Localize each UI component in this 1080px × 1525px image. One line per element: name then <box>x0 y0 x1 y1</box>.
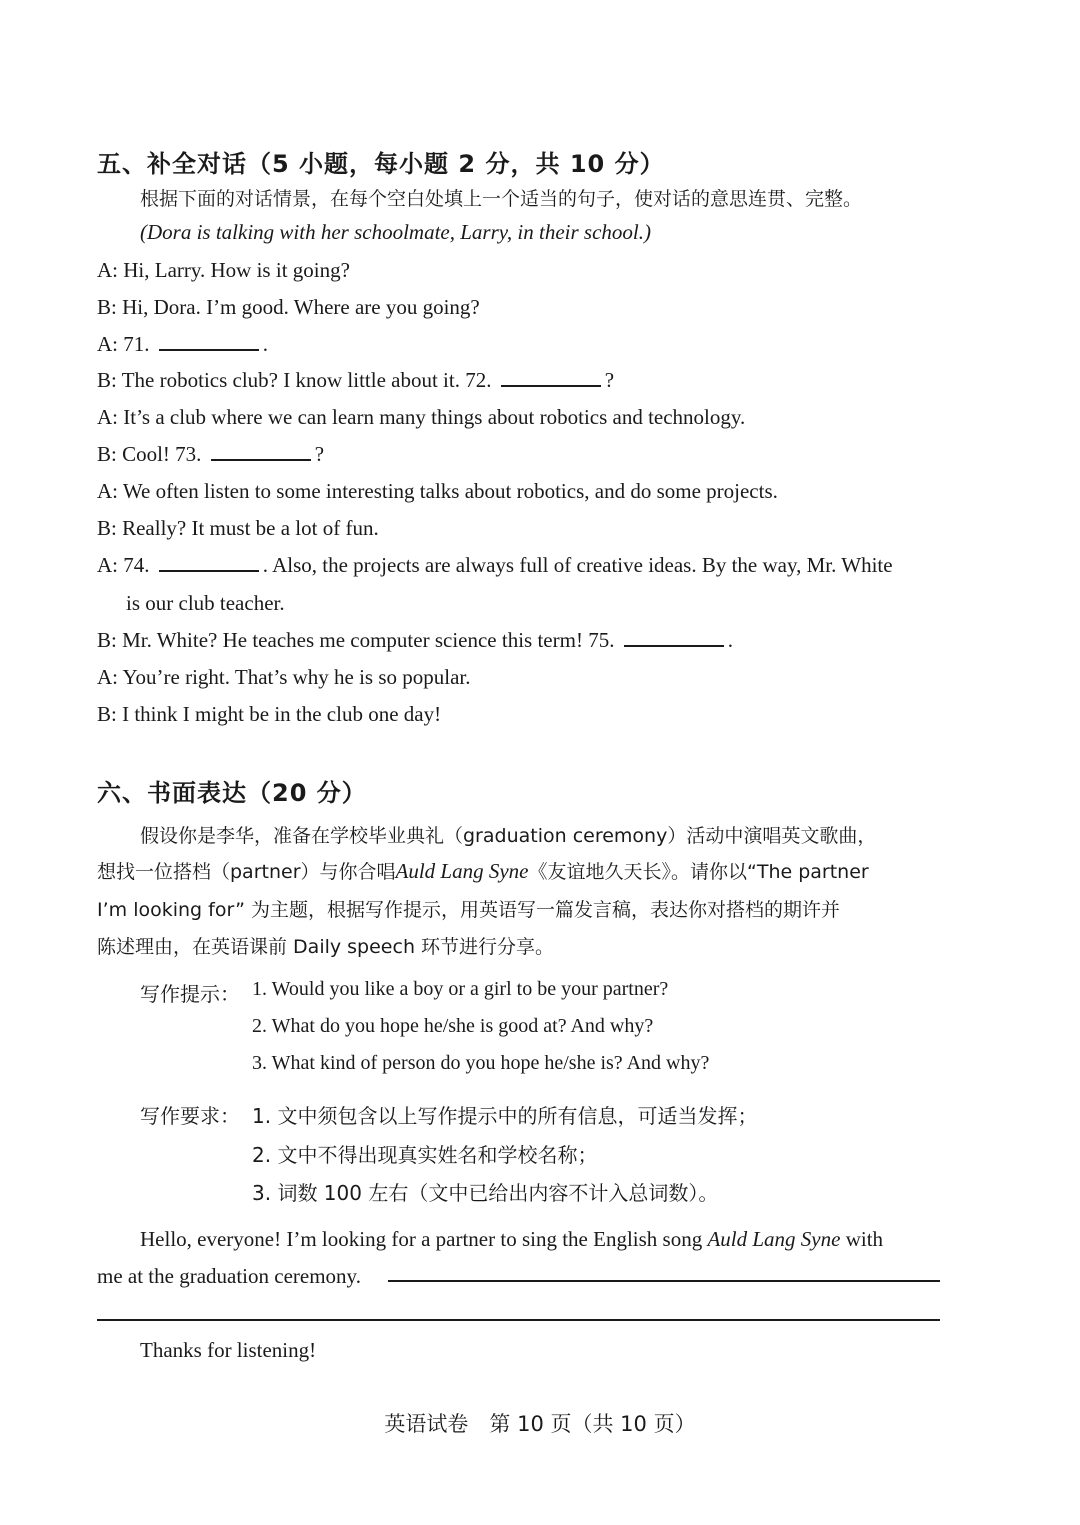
essay-opening <box>140 1227 883 1252</box>
dialogue-line-11: A: You’re right. That’s why he is so popular. <box>97 665 471 689</box>
essay-opening-cont: me at the graduation ceremony. <box>97 1264 361 1288</box>
dialogue-line-3 <box>97 332 268 357</box>
dialogue-line-4 <box>97 368 614 393</box>
dialogue-line-1: A: Hi, Larry. How is it going? <box>97 258 350 282</box>
page-footer: 英语试卷 第 10 页（共 10 页） <box>384 1412 696 1436</box>
dialogue-context: (Dora is talking with her schoolmate, Larry, in their school.) <box>140 220 651 244</box>
dialogue-line-2: B: Hi, Dora. I’m good. Where are you going? <box>97 295 480 319</box>
punct: ? <box>314 442 325 466</box>
task-para-2 <box>97 857 869 884</box>
hint-item: 1. Would you like a boy or a girl to be your partner? <box>252 978 669 1000</box>
requirement-item: 2. 文中不得出现真实姓名和学校名称； <box>252 1143 598 1167</box>
answer-blank-71[interactable] <box>159 348 259 351</box>
question-74-label: A: 74. <box>97 553 150 577</box>
question-75-label: B: Mr. White? He teaches me computer science this term! 75. <box>97 628 615 652</box>
section5-instruction: 根据下面的对话情景，在每个空白处填上一个适当的句子，使对话的意思连贯、完整。 <box>140 188 863 210</box>
dialogue-line-12: B: I think I might be in the club one day! <box>97 702 442 726</box>
dialogue-line-7: A: We often listen to some interesting talks about robotics, and do some projects. <box>97 479 778 503</box>
essay-closing: Thanks for listening! <box>140 1338 317 1362</box>
question-73-label: B: Cool! 73. <box>97 442 202 466</box>
hint-item: 3. What kind of person do you hope he/she is? And why? <box>252 1052 710 1074</box>
punct: . <box>727 628 733 652</box>
dialogue-line-6 <box>97 442 324 467</box>
answer-blank-73[interactable] <box>211 458 311 461</box>
dialogue-line-9-cont: is our club teacher. <box>126 591 285 615</box>
song-title: Auld Lang Syne <box>395 859 529 883</box>
opening-text: Hello, everyone! I’m looking for a partner to sing the English song <box>140 1227 703 1251</box>
dialogue-line-9 <box>97 553 893 578</box>
section5-heading: 五、补全对话（5 小题，每小题 2 分，共 10 分） <box>97 150 665 178</box>
writing-line[interactable] <box>388 1280 940 1282</box>
hints-label: 写作提示： <box>140 982 240 1006</box>
answer-blank-72[interactable] <box>501 384 601 387</box>
task-text: 想找一位搭档（partner）与你合唱 <box>97 861 396 883</box>
requirements-label: 写作要求： <box>140 1104 240 1128</box>
punct: ? <box>604 368 615 392</box>
section6-heading: 六、书面表达（20 分） <box>97 779 367 807</box>
question-71-label: A: 71. <box>97 332 150 356</box>
dialogue-line-5: A: It’s a club where we can learn many things about robotics and technology. <box>97 405 746 429</box>
hint-item: 2. What do you hope he/she is good at? And why? <box>252 1015 654 1037</box>
opening-text: with <box>845 1227 884 1251</box>
writing-line[interactable] <box>97 1319 940 1321</box>
question-72-label: B: The robotics club? I know little about it. 72. <box>97 368 492 392</box>
task-para-3: I’m looking for” 为主题，根据写作提示，用英语写一篇发言稿，表达你对搭档的期许并 <box>97 899 840 921</box>
dialogue-line-10 <box>97 628 733 653</box>
dialogue-line-8: B: Really? It must be a lot of fun. <box>97 516 379 540</box>
task-para-4: 陈述理由，在英语课前 Daily speech 环节进行分享。 <box>97 936 555 958</box>
requirement-item: 1. 文中须包含以上写作提示中的所有信息，可适当发挥； <box>252 1104 758 1128</box>
song-title: Auld Lang Syne <box>707 1227 841 1251</box>
answer-blank-75[interactable] <box>624 644 724 647</box>
answer-blank-74[interactable] <box>159 569 259 572</box>
task-text: 《友谊地久天长》。请你以“The partner <box>528 861 869 883</box>
task-para-1: 假设你是李华，准备在学校毕业典礼（graduation ceremony）活动中演唱英文歌曲， <box>140 825 877 847</box>
punct: . <box>262 332 268 356</box>
requirement-item: 3. 词数 100 左右（文中已给出内容不计入总词数）。 <box>252 1181 719 1205</box>
line-text: . Also, the projects are always full of creative ideas. By the way, Mr. White <box>262 553 893 577</box>
